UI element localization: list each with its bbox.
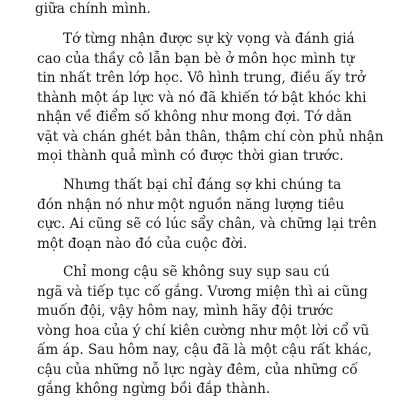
text-line: ngã và tiếp tục cố gắng. Vương miện thì ai cũng — [37, 284, 368, 300]
text-line: giữa chính mình. — [35, 1, 151, 17]
text-line: một đoạn nào đó của cuộc đời. — [37, 236, 248, 252]
text-line: cậu của những nỗ lực ngày đêm, của những cố — [37, 362, 358, 378]
text-line: muốn đội, vậy hôm nay, mình hãy đội trước — [37, 303, 334, 319]
text-line: cực. Ai cũng sẽ có lúc sẩy chân, và chững lại trên — [37, 216, 377, 232]
text-line: vòng hoa của ý chí kiên cường như một lời cổ vũ — [37, 323, 370, 339]
text-line: ấm áp. Sau hôm nay, cậu đã là một cậu rất khác, — [37, 342, 372, 358]
text-line: Nhưng thất bại chỉ đáng sợ khi chúng ta — [63, 177, 342, 193]
text-line: đón nhận nó như một nguồn năng lượng tiêu — [37, 197, 345, 213]
text-line: Chỉ mong cậu sẽ không suy sụp sau cú — [63, 264, 330, 280]
text-line: thành một áp lực và nó đã khiến tớ bật khóc khi — [37, 90, 367, 106]
text-line: mọi thành quả mình có được thời gian trước. — [37, 148, 344, 164]
text-line: tin nhất trên lớp học. Vô hình trung, điều ấy trở — [37, 70, 366, 86]
text-line: gắng không ngừng bồi đắp thành. — [37, 381, 271, 397]
text-line: cao của thầy cô lẫn bạn bè ở môn học mình tự — [37, 51, 355, 67]
text-line: Tớ từng nhận được sự kỳ vọng và đánh giá — [63, 31, 355, 47]
text-line: vặt và chán ghét bản thân, thậm chí còn phủ nhận — [37, 129, 384, 145]
text-line: nhận về điểm số không như mong đợi. Tớ dằn — [37, 109, 352, 125]
